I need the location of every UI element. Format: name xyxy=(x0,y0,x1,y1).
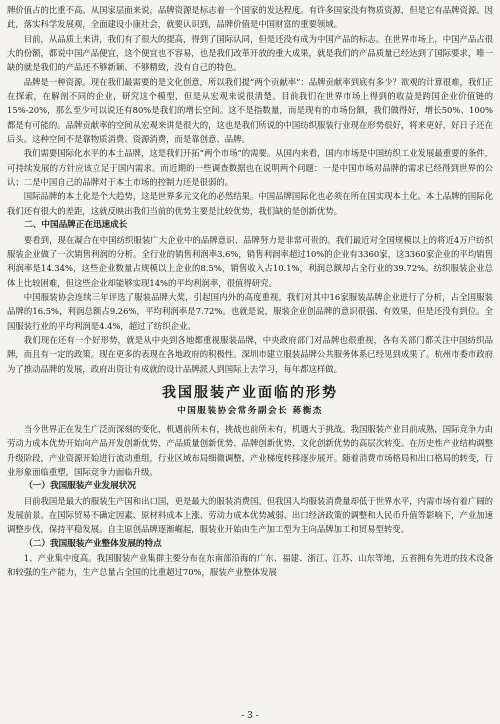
paragraph-continuation: 牌价值占的比重不高。从国家层面来说，品牌资源是标志着一个国家的发达程度。有许多国家没有物质资源，但是它有品牌资源。因此，落实科学发展观，全面建设小康社会，就要认识到，品牌价值是中国财富的重要领域。 xyxy=(7,5,493,30)
paragraph: 1、产业集中度高。我国服装产业集群主要分布在东南部沿海的广东、福建、浙江、江苏、山东等地，五省拥有先进的技术设备和较强的生产能力，生产总量占全国的比重超过70%，服装产业整体发展 xyxy=(7,553,493,578)
paragraph: 中国服装协会连续三年评选了服装品牌大奖，引起国内外的高度重视。我们对其中16家服装品牌企业进行了分析，占全国服装品牌的16.5%，利润总额占9.26%，平均利润率是7.72%。也就是说，服装企业创品牌的意识很强、有效果，但是还没有到位。全国服装行业的平均利润是4.4%，超过了纺织企业。 xyxy=(7,291,493,331)
article-byline: 中国服装协会常务副会长 蒋衡杰 xyxy=(177,405,323,416)
paragraph: 我们现在还有一个好形势，就是从中央到各地都重视服装品牌，中央政府部门对品牌也很重视，各有关部门都关注中国纺织品牌，而且有一定的政策。现在更多的表现在各地政府的积极性。深圳市建立服装品牌公共服务体系已经见到成果了。杭州市委市政府为了推动品牌的发展，政府出资让有成就的设计品牌派人到国际上去学习，每年都这样做。 xyxy=(7,334,493,374)
page-number: - 3 - xyxy=(241,711,259,721)
paragraph: 国际品牌的本土化是个大趋势，这是世界多元文化的必然结果。中国品牌国际化也必须在所在国实现本土化。本土品牌的国际化我们还有很大的差距，这就反映出我们当前的优势主要是比较优势，我们缺的是创新优势。 xyxy=(7,191,493,216)
section-heading: 二、中国品牌正在迅速成长 xyxy=(24,220,128,231)
article-intro: 当今世界正在发生广泛而深刻的变化，机遇前所未有，挑战也前所未有，机遇大于挑战。我国服装产业目前成熟，国际竞争力由劳动力成本优势开始向产品开发创新优势、产品质量创新优势、品牌创新优势、文化创新优势的高层次转变。在历史性产业结构调整升级阶段，产业资源开始进行流动重组，行业区域布局细微调整，产业梯度转移逐步展开。随着消费市场格局和出口格局的转变，行业形象面临重塑，国际竞争力面临升级。 xyxy=(7,423,493,477)
paragraph: 我们需要国际化水平的本土品牌，这是我们开拓“两个市场”的需要。从国内来看，国内市场是中国纺织工业发展最重要的条件，可持续发展的方针应该立足于国内需求。而近期的一些调查数据也在说明两个问题：一是中国市场对品牌的需求已经得到世界的公认；二是中国自己的品牌对于本土市场的控制力还是很弱的。 xyxy=(7,148,493,188)
article-title: 我国服装产业面临的形势 xyxy=(162,384,338,401)
paragraph: 要看到，现在凝合在中国纺织服装广大企业中的品牌意识、品牌努力是非常可贵的。我们最近对全国规模以上的将近4万户纺织服装企业做了一次销售利润的分析。全行业的销售利润率3.6%，销售利润率超过10%的企业有3360家，这3360家企业的平均销售利润率是14.34%，这些企业数量占规模以上企业的8.5%，销售收入占10.1%，利润总额却占全行业的39.72%。纺织服装企业总体上比较困难，但这些企业却能够实现14%的平均利润率，很值得研究。 xyxy=(7,234,493,288)
subheading: （一）我国服装产业发展状况 xyxy=(24,481,136,492)
subheading: （二）我国服装产业整体发展的特点 xyxy=(24,538,162,549)
paragraph: 目前我国是最大的服装生产国和出口国，更是最大的服装消费国。但我国人均服装消费量却低于世界水平，内需市场有着广阔的发展前景。在国际贸易不确定因素、原材料成本上涨、劳动力成本优势减弱、出口经济政策的调整和人民币升值等影响下，产业加速调整步伐，保持平稳发展。自主原创品牌逐渐崛起，服装业开始由生产加工型为主向品牌加工和贸易型转变。 xyxy=(7,495,493,535)
paragraph: 目前，从品质上来讲，我们有了很大的提高，得到了国际认同，但是还没有成为中国产品的标志。在世界市场上，中国产品占很大的份额，都说中国产品便宜，这个便宜也不容易，也是我们改革开放的重大成果，就是我们的产品质量已经达到了国际要求，唯一缺的就是我们的产品还不够新颖、不够精致，没有自己的特色。 xyxy=(7,33,493,73)
paragraph: 品牌是一种资源。现在我们最需要的是文化创意，所以我们提“两个贡献率”：品牌贡献率到底有多少？欲观的计算很难，我们正在探索，在解剖不同的企业，研究这个模型，但是从宏观来说很清楚。目前我们在世界市场上得到的收益是跨国企业价值链的15%-20%，那么至少可以说还有80%是我们的增长空间。这不是指数量，而是现有的市场份额，我们做得好，增长50%、100%都是有可能的。品牌贡献率的空间从宏观来讲是很大的，这也是我们所说的中国纺织服装行业现在形势很好，将来更好，好日子还在后头。这种空间不是靠物质消费、资源消费，而是靠创意、品牌。 xyxy=(7,76,493,145)
